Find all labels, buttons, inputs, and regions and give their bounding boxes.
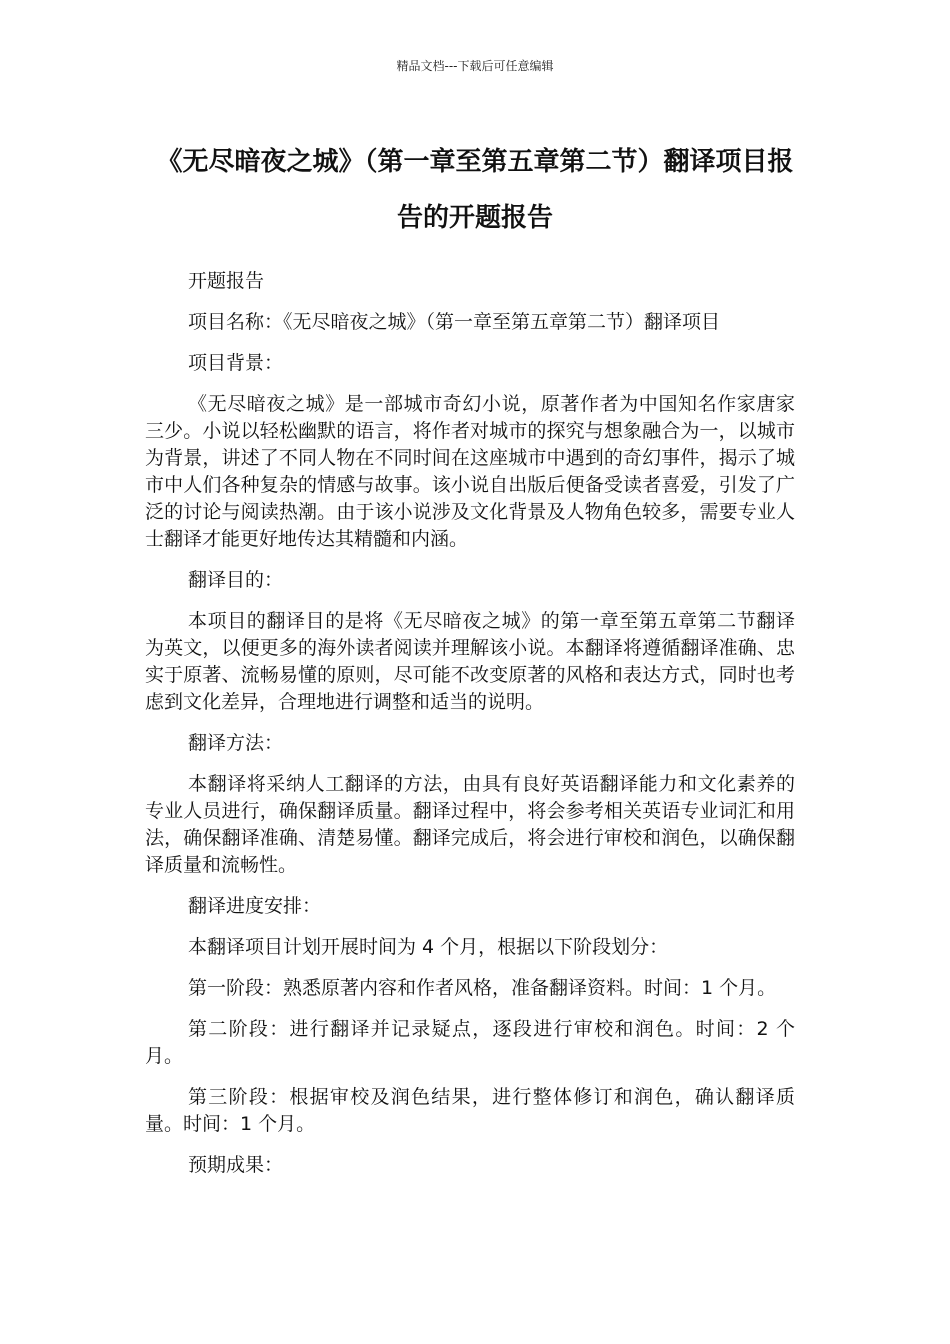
schedule-heading: 翻译进度安排： — [188, 895, 322, 917]
method-paragraph: 本翻译将采纳人工翻译的方法，由具有良好英语翻译能力和文化素养的专业人员进行，确保翻译质量。翻译过程中，将会参考相关英语专业词汇和用法，确保翻译准确、清楚易懂。翻译完成后，将会进行审校和润色，以确保翻译质量和流畅性。 — [145, 773, 795, 876]
purpose-paragraph: 本项目的翻译目的是将《无尽暗夜之城》的第一章至第五章第二节翻译为英文，以便更多的海外读者阅读并理解该小说。本翻译将遵循翻译准确、忠实于原著、流畅易懂的原则，尽可能不改变原著的风格和表达方式，同时也考虑到文化差异，合理地进行调整和适当的说明。 — [145, 610, 795, 713]
header-note: 精品文档---下载后可任意编辑 — [396, 59, 554, 73]
document-title: 《无尽暗夜之城》（第一章至第五章第二节）翻译项目报告的开题报告 — [156, 147, 794, 233]
project-name: 项目名称：《无尽暗夜之城》（第一章至第五章第二节）翻译项目 — [188, 311, 721, 333]
background-paragraph: 《无尽暗夜之城》是一部城市奇幻小说，原著作者为中国知名作家唐家三少。小说以轻松幽默的语言，将作者对城市的探究与想象融合为一，以城市为背景，讲述了不同人物在不同时间在这座城市中遇到的奇幻事件，揭示了城市中人们各种复杂的情感与故事。该小说自出版后便备受读者喜爱，引发了广泛的讨论与阅读热潮。由于该小说涉及文化背景及人物角色较多，需要专业人士翻译才能更好地传达其精髓和内涵。 — [145, 393, 795, 550]
results-heading: 预期成果： — [188, 1154, 284, 1176]
background-heading: 项目背景： — [188, 352, 284, 374]
schedule-intro: 本翻译项目计划开展时间为 4 个月，根据以下阶段划分： — [188, 936, 669, 958]
report-label: 开题报告 — [188, 270, 265, 292]
purpose-heading: 翻译目的： — [188, 569, 284, 591]
stage-1: 第一阶段：熟悉原著内容和作者风格，准备翻译资料。时间：1 个月。 — [188, 977, 777, 999]
stage-2: 第二阶段：进行翻译并记录疑点，逐段进行审校和润色。时间：2 个月。 — [145, 1018, 795, 1067]
method-heading: 翻译方法： — [188, 732, 284, 754]
document-body — [145, 268, 795, 1193]
stage-3: 第三阶段：根据审校及润色结果，进行整体修订和润色，确认翻译质量。时间：1 个月。 — [145, 1086, 795, 1135]
